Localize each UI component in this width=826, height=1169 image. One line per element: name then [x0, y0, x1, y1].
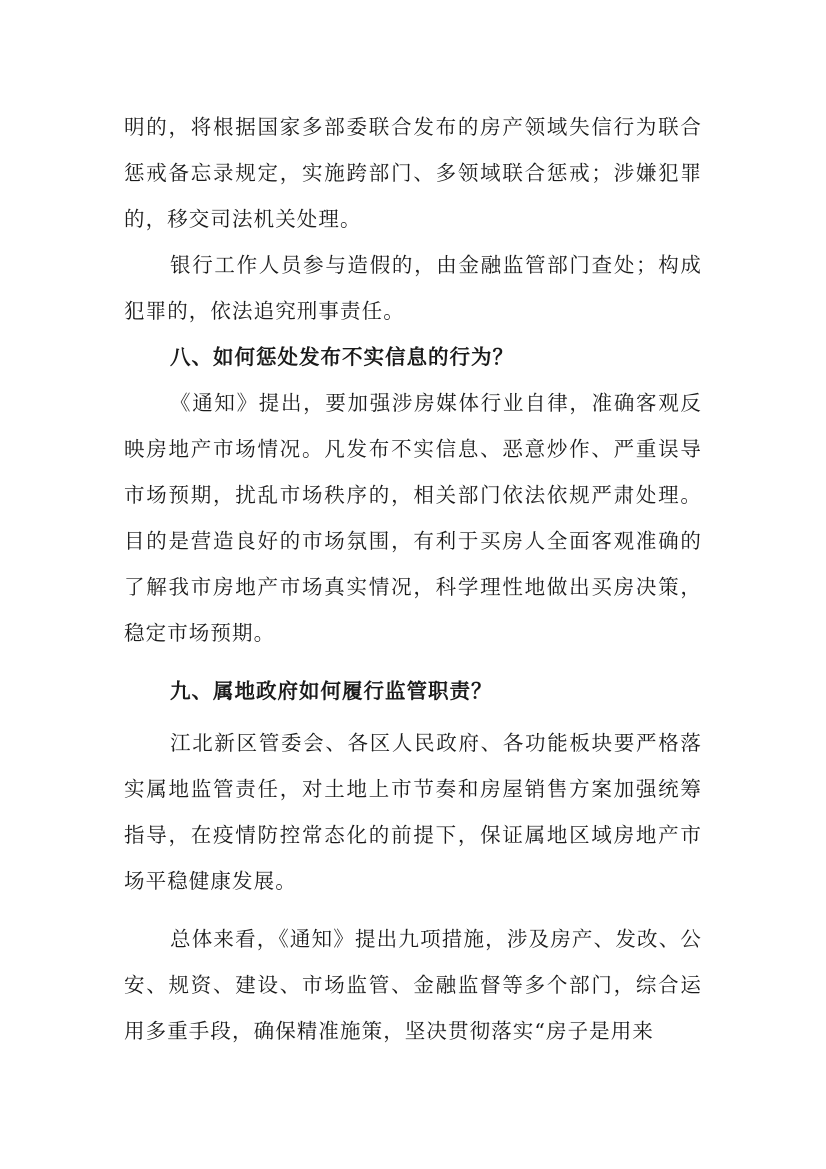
paragraph-bank-staff: 银行工作人员参与造假的，由金融监管部门查处；构成犯罪的，依法追究刑事责任。	[124, 253, 702, 323]
section-heading-9: 九、属地政府如何履行监管职责？	[170, 679, 493, 703]
paragraph-section-8: 《通知》提出，要加强涉房媒体行业自律，准确客观反映房地产市场情况。凡发布不实信息、恶意炒作、严重误导市场预期，扰乱市场秩序的，相关部门依法依规严肃处理。目的是营造良好的市场氛围，有利于买房人全面客观准确的了解我市房地产市场真实情况，科学理性地做出买房决策，稳定市场预期。	[124, 391, 702, 645]
section-heading-8: 八、如何惩处发布不实信息的行为？	[170, 345, 514, 369]
paragraph-section-9: 江北新区管委会、各区人民政府、各功能板块要严格落实属地监管责任，对土地上市节奏和房屋销售方案加强统筹指导，在疫情防控常态化的前提下，保证属地区域房地产市场平稳健康发展。	[124, 731, 702, 893]
paragraph-summary: 总体来看，《通知》提出九项措施，涉及房产、发改、公安、规资、建设、市场监管、金融监督等多个部门，综合运用多重手段，确保精准施策，坚决贯彻落实“房子是用来	[124, 927, 702, 1043]
document-page	[124, 104, 702, 1054]
paragraph-continued: 明的，将根据国家多部委联合发布的房产领域失信行为联合惩戒备忘录规定，实施跨部门、多领域联合惩戒；涉嫌犯罪的，移交司法机关处理。	[124, 115, 702, 231]
